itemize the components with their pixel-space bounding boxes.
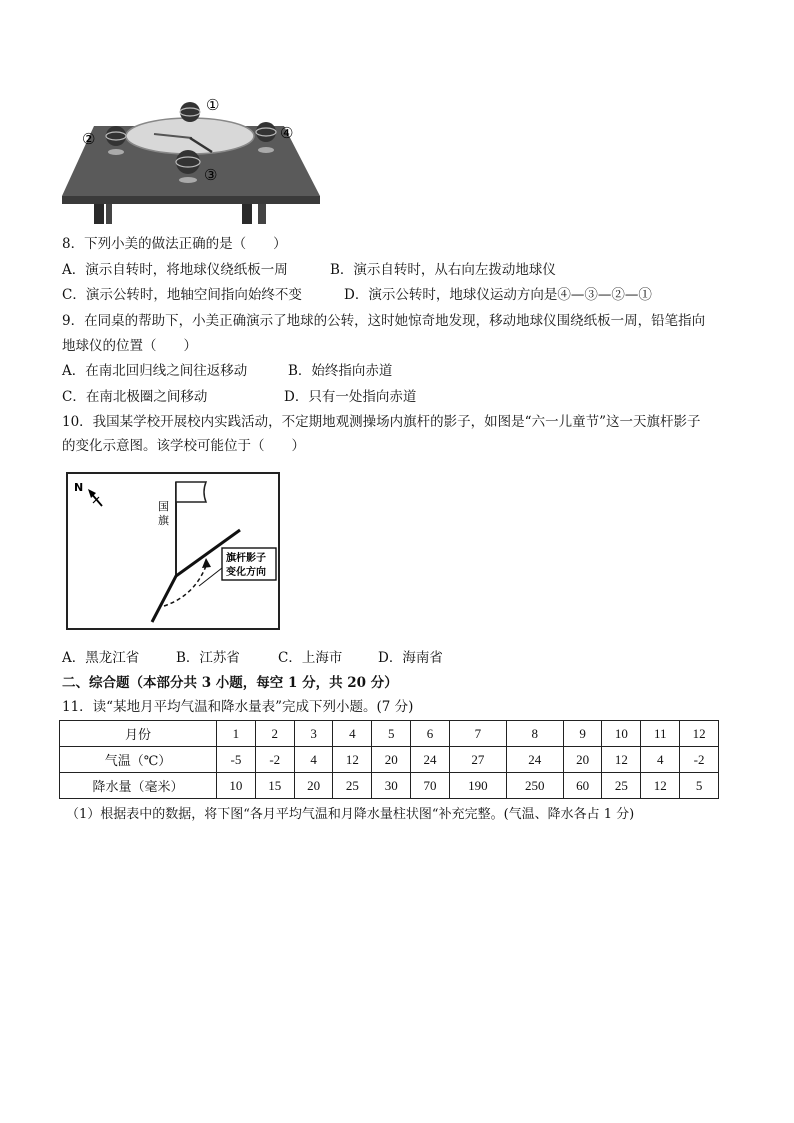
- month-cell: 3: [294, 721, 333, 747]
- precip-cell: 15: [255, 773, 294, 799]
- precip-cell: 250: [506, 773, 563, 799]
- q10-stem-line1: 10．我国某学校开展校内实践活动，不定期地观测操场内旗杆的影子，如图是“六一儿童节”这一天旗杆影子: [62, 414, 701, 430]
- precip-cell: 25: [602, 773, 641, 799]
- temp-cell: 12: [333, 747, 372, 773]
- globe-demonstration-figure: [62, 86, 320, 224]
- north-label: N: [74, 481, 84, 494]
- q9-option-a: A．在南北回归线之间往返移动: [62, 363, 248, 379]
- temperature-label: 气温（℃）: [60, 747, 217, 773]
- q8-option-b: B．演示自转时，从右向左拨动地球仪: [330, 262, 556, 278]
- temp-cell: 24: [506, 747, 563, 773]
- q9-option-c: C．在南北极圈之间移动: [62, 389, 208, 405]
- precip-cell: 20: [294, 773, 333, 799]
- precip-cell: 10: [217, 773, 256, 799]
- table-row-precipitation: [60, 773, 719, 799]
- temp-cell: -5: [217, 747, 256, 773]
- q11-subquestion-1: （1）根据表中的数据，将下图“各月平均气温和月降水量柱状图“补充完整。(气温、降水各占 1 分): [66, 807, 635, 822]
- flag-label-1: 国: [158, 500, 169, 513]
- q10-option-a: A．黑龙江省: [62, 650, 140, 666]
- q9-stem-line2: 地球仪的位置（ ）: [62, 338, 197, 354]
- paper-board: [126, 118, 254, 154]
- precip-cell: 30: [372, 773, 411, 799]
- table-row-months: [60, 721, 719, 747]
- globe-2: [106, 126, 126, 155]
- marker-2: ②: [82, 130, 96, 148]
- month-cell: 7: [449, 721, 506, 747]
- q8-option-a: A．演示自转时，将地球仪绕纸板一周: [62, 262, 288, 278]
- temp-cell: 20: [563, 747, 602, 773]
- q10-stem-line2: 的变化示意图。该学校可能位于（ ）: [62, 438, 305, 454]
- precip-cell: 5: [680, 773, 719, 799]
- temp-cell: -2: [680, 747, 719, 773]
- precip-cell: 60: [563, 773, 602, 799]
- climate-table: [59, 720, 719, 799]
- q10-option-b: B．江苏省: [176, 650, 240, 666]
- month-cell: 8: [506, 721, 563, 747]
- temp-cell: 27: [449, 747, 506, 773]
- temp-cell: -2: [255, 747, 294, 773]
- month-cell: 4: [333, 721, 372, 747]
- flag-label-2: 旗: [158, 514, 169, 527]
- globe-1: [180, 102, 200, 122]
- flagpole-shadow-figure: [66, 472, 280, 630]
- shadow-label-2: 变化方向: [226, 567, 266, 578]
- flag: [176, 482, 206, 502]
- marker-1: ①: [206, 96, 220, 114]
- q9-option-d: D．只有一处指向赤道: [284, 389, 417, 405]
- temp-cell: 20: [372, 747, 411, 773]
- temp-cell: 4: [294, 747, 333, 773]
- precip-cell: 12: [641, 773, 680, 799]
- precip-cell: 70: [411, 773, 450, 799]
- temp-cell: 4: [641, 747, 680, 773]
- q10-option-d: D．海南省: [378, 650, 443, 666]
- q10-option-c: C．上海市: [278, 650, 343, 666]
- shadow-label-1: 旗杆影子: [226, 553, 266, 564]
- precip-cell: 190: [449, 773, 506, 799]
- marker-3: ③: [204, 166, 218, 184]
- month-cell: 6: [411, 721, 450, 747]
- month-cell: 5: [372, 721, 411, 747]
- marker-4: ④: [280, 124, 294, 142]
- q8-option-c: C．演示公转时，地轴空间指向始终不变: [62, 287, 302, 303]
- q9-option-b: B．始终指向赤道: [288, 363, 393, 379]
- month-cell: 1: [217, 721, 256, 747]
- month-cell: 10: [602, 721, 641, 747]
- header-month-label: 月份: [60, 721, 217, 747]
- precipitation-label: 降水量（毫米）: [60, 773, 217, 799]
- q11-stem: 11．读“某地月平均气温和降水量表”完成下列小题。(7 分): [62, 699, 414, 715]
- temp-cell: 24: [411, 747, 450, 773]
- table-row-temperature: [60, 747, 719, 773]
- temp-cell: 12: [602, 747, 641, 773]
- section2-title: 二、综合题（本部分共 3 小题，每空 1 分，共 20 分）: [62, 675, 398, 691]
- month-cell: 9: [563, 721, 602, 747]
- q8-stem: 8．下列小美的做法正确的是（ ）: [62, 236, 287, 252]
- q9-stem-line1: 9．在同桌的帮助下，小美正确演示了地球的公转，这时她惊奇地发现，移动地球仪围绕纸板一周，铅笔指向: [62, 313, 706, 329]
- q8-option-d: D．演示公转时，地球仪运动方向是④—③—②—①: [344, 287, 652, 303]
- month-cell: 12: [680, 721, 719, 747]
- month-cell: 2: [255, 721, 294, 747]
- month-cell: 11: [641, 721, 680, 747]
- precip-cell: 25: [333, 773, 372, 799]
